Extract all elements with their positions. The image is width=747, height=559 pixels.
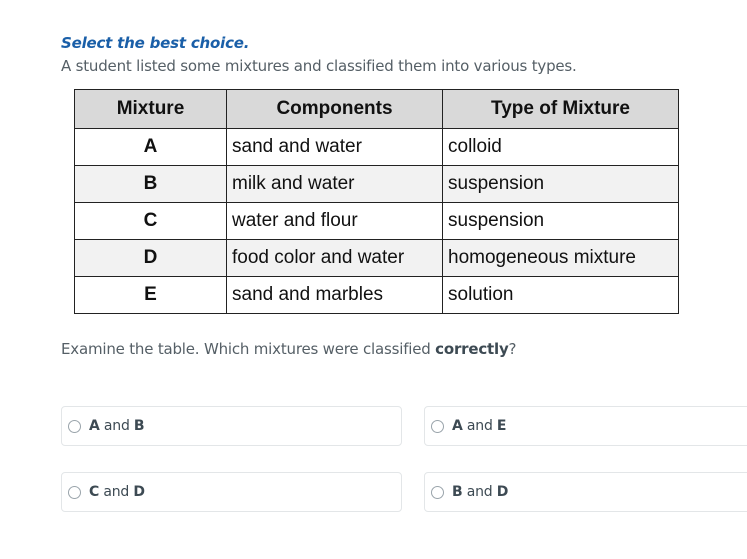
cell-type: suspension <box>443 203 679 240</box>
radio-button-icon[interactable] <box>68 420 81 433</box>
cell-type: colloid <box>443 129 679 166</box>
cell-mixture: D <box>75 240 227 277</box>
instruction-text: Select the best choice. <box>61 34 250 52</box>
table-header-row <box>75 90 679 129</box>
question-emphasis: correctly <box>435 340 509 358</box>
mixtures-table <box>74 89 679 314</box>
choice-label: B and D <box>452 484 509 500</box>
header-components: Components <box>227 90 443 129</box>
choice-label: A and B <box>89 418 145 434</box>
cell-components: water and flour <box>227 203 443 240</box>
table-row <box>75 166 679 203</box>
choice-a-and-b[interactable] <box>61 406 402 446</box>
cell-type: homogeneous mixture <box>443 240 679 277</box>
header-mixture: Mixture <box>75 90 227 129</box>
question-text <box>61 340 516 358</box>
question-after: ? <box>508 340 517 358</box>
cell-components: milk and water <box>227 166 443 203</box>
cell-components: food color and water <box>227 240 443 277</box>
choice-label: C and D <box>89 484 145 500</box>
choice-a-and-e[interactable] <box>424 406 747 446</box>
prompt-text: A student listed some mixtures and classified them into various types. <box>61 57 577 75</box>
table-row <box>75 203 679 240</box>
cell-mixture: C <box>75 203 227 240</box>
radio-button-icon[interactable] <box>68 486 81 499</box>
header-type: Type of Mixture <box>443 90 679 129</box>
choice-b-and-d[interactable] <box>424 472 747 512</box>
choice-label: A and E <box>452 418 507 434</box>
table-row <box>75 277 679 314</box>
table-row <box>75 240 679 277</box>
radio-button-icon[interactable] <box>431 486 444 499</box>
cell-type: suspension <box>443 166 679 203</box>
cell-components: sand and water <box>227 129 443 166</box>
cell-mixture: A <box>75 129 227 166</box>
question-before: Examine the table. Which mixtures were classified <box>61 340 436 358</box>
table-row <box>75 129 679 166</box>
cell-components: sand and marbles <box>227 277 443 314</box>
cell-type: solution <box>443 277 679 314</box>
cell-mixture: B <box>75 166 227 203</box>
cell-mixture: E <box>75 277 227 314</box>
radio-button-icon[interactable] <box>431 420 444 433</box>
choice-c-and-d[interactable] <box>61 472 402 512</box>
